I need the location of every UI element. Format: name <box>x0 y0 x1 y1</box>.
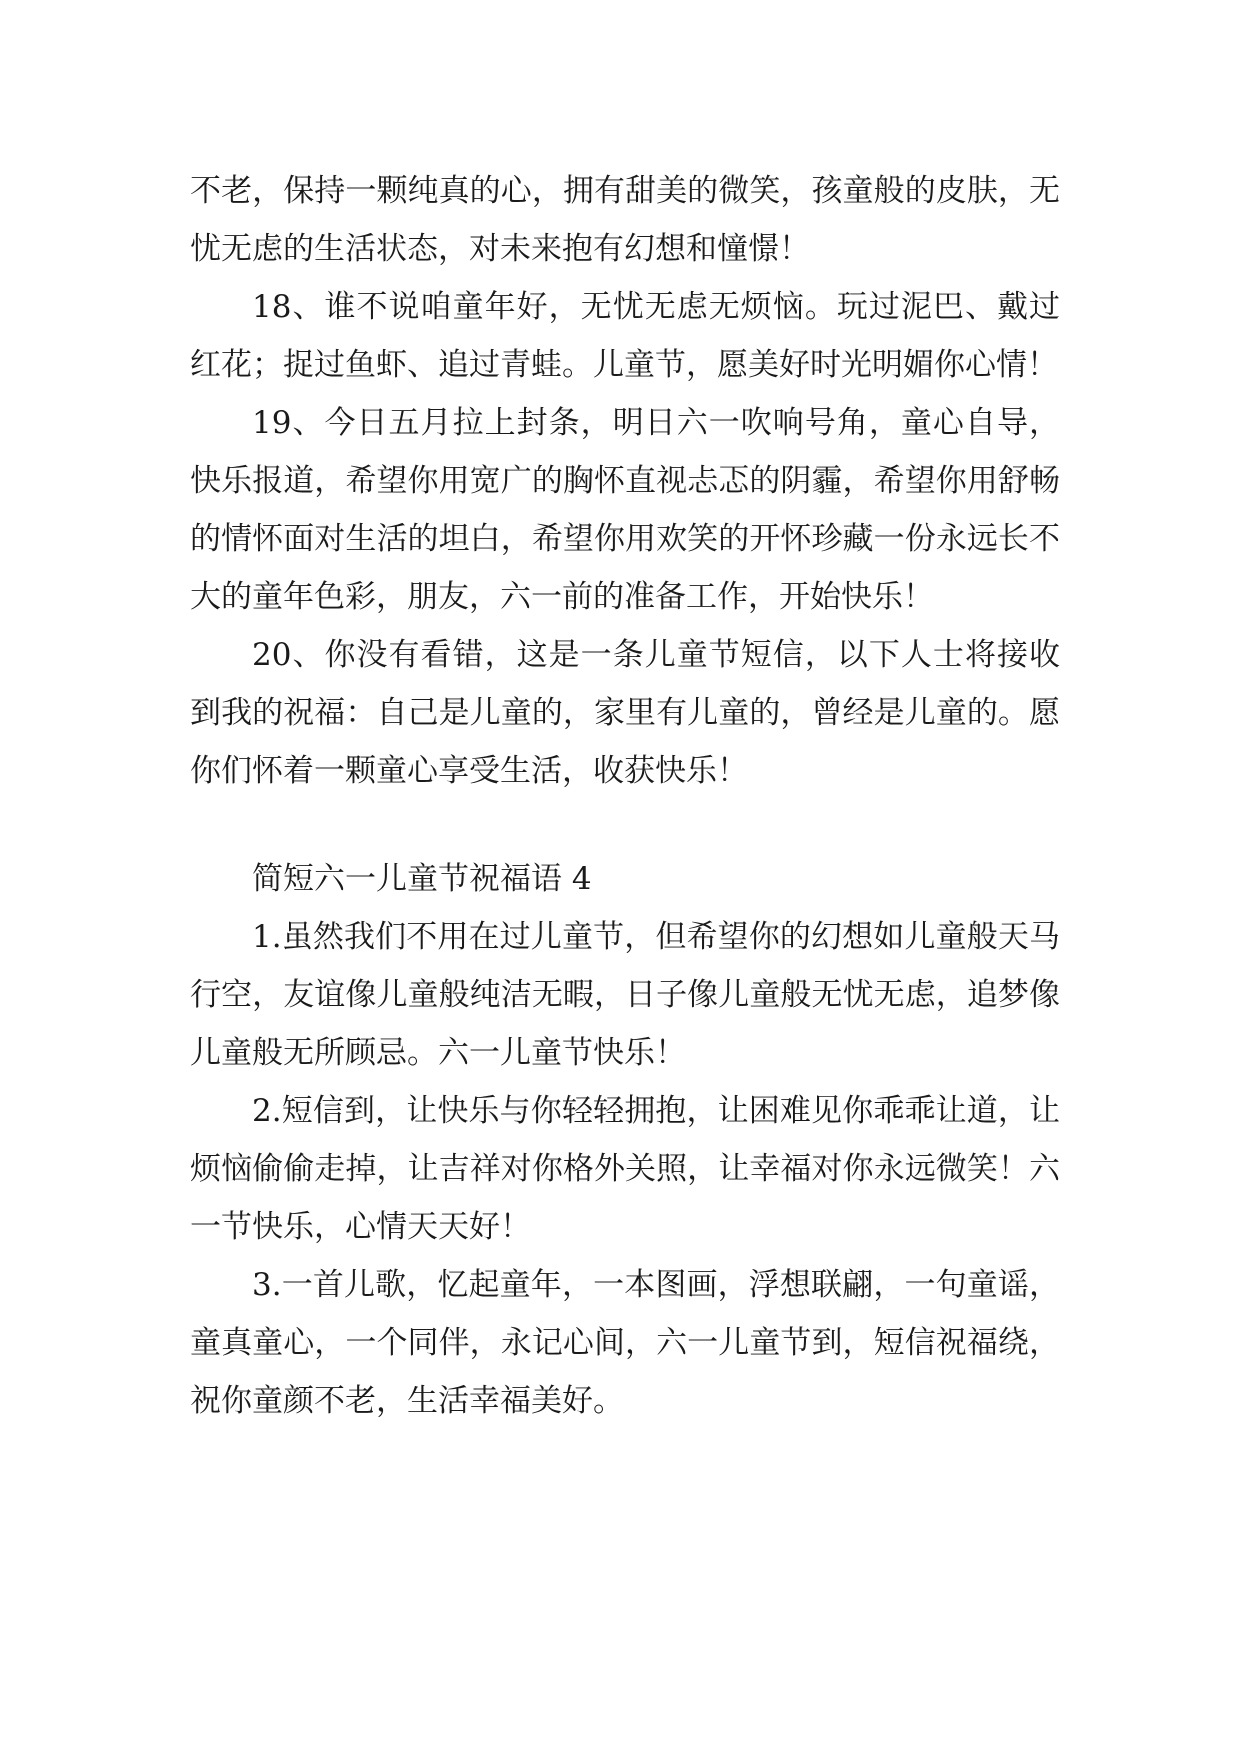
paragraph-17-continuation: 不老，保持一颗纯真的心，拥有甜美的微笑，孩童般的皮肤，无忧无虑的生活状态，对未来抱有幻想和憧憬！ <box>190 173 1060 267</box>
paragraph-19: 19、今日五月拉上封条，明日六一吹响号角，童心自导，快乐报道，希望你用宽广的胸怀直视忐忑的阴霾，希望你用舒畅的情怀面对生活的坦白，希望你用欢笑的开怀珍藏一份永远长不大的童年色彩，朋友，六一前的准备工作，开始快乐！ <box>190 405 1060 615</box>
paragraph-20: 20、你没有看错，这是一条儿童节短信，以下人士将接收到我的祝福：自己是儿童的，家里有儿童的，曾经是儿童的。愿你们怀着一颗童心享受生活，收获快乐！ <box>190 637 1060 789</box>
paragraph-18: 18、谁不说咱童年好，无忧无虑无烦恼。玩过泥巴、戴过红花；捉过鱼虾、追过青蛙。儿童节，愿美好时光明媚你心情！ <box>190 289 1060 383</box>
document-body <box>190 162 1060 1430</box>
section-heading: 简短六一儿童节祝福语 4 <box>252 861 592 897</box>
list-item: 2.短信到，让快乐与你轻轻拥抱，让困难见你乖乖让道，让烦恼偷偷走掉，让吉祥对你格外关照，让幸福对你永远微笑！六一节快乐，心情天天好！ <box>190 1093 1060 1245</box>
list-item: 1.虽然我们不用在过儿童节，但希望你的幻想如儿童般天马行空，友谊像儿童般纯洁无暇，日子像儿童般无忧无虑，追梦像儿童般无所顾忌。六一儿童节快乐！ <box>190 919 1060 1071</box>
list-item: 3.一首儿歌，忆起童年，一本图画，浮想联翩，一句童谣，童真童心，一个同伴，永记心间，六一儿童节到，短信祝福绕，祝你童颜不老，生活幸福美好。 <box>190 1267 1060 1419</box>
